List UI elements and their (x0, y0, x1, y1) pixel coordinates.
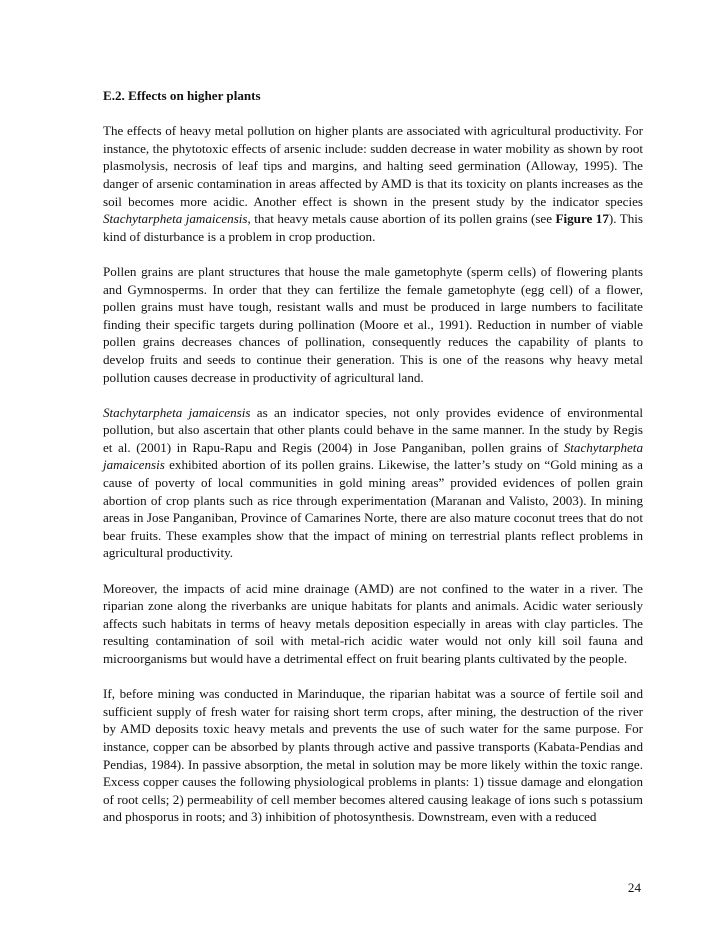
species-name: Stachytarpheta jamaicensis (103, 211, 248, 227)
paragraph-pollen: Pollen grains are plant structures that house the male gametophyte (sperm cells) of flowering plants and Gymnosperms. In order that they can fertilize the female gametophyte (egg cell) of a flower, pollen grains must have tough, resistant walls and must be produced in large numbers to facilitate finding their specific targets during pollination (Moore et al., 1991). Reduction in number of viable pollen grains decreases chances of pollination, consequently reduces the capability of plants to develop fruits and seeds to continue their generation. This is one of the reasons why heavy metal pollution causes decrease in productivity of agricultural land. (103, 263, 643, 385)
paragraph-amd: Moreover, the impacts of acid mine drainage (AMD) are not confined to the water in a river. The riparian zone along the riverbanks are unique habitats for plants and animals. Acidic water seriously affects such habitats in terms of heavy metals deposition especially in areas with clay particles. The resulting contamination of soil with metal-rich acidic water would not only kill soil fauna and microorganisms but would have a detrimental effect on fruit bearing plants cultivated by the people. (103, 580, 643, 666)
paragraph-text: as an indicator species, not only provides evidence of environmental pollution, but also ascertain that other plants could behave in the same manner. In the study by Regis et al. (2001) in Rapu-Rapu and Regis (2004) in Jose Panganiban, pollen grains of (103, 404, 643, 455)
paragraph-text: , that heavy metals cause abortion of its pollen grains (see (247, 211, 556, 227)
paragraph-effects (103, 122, 643, 245)
species-name: Stachytarpheta jamaicensis (103, 439, 643, 473)
page-body (103, 87, 643, 844)
page-number: 24 (627, 880, 641, 895)
species-name: Stachytarpheta jamaicensis (103, 404, 251, 420)
section-heading: E.2. Effects on higher plants (103, 88, 261, 103)
paragraph-text: exhibited abortion of its pollen grains. Likewise, the latter’s study on “Gold mining as a cause of poverty of local communities in gold mining areas” provided evidences of pollen grain abortion of crop plants such as rice through experimentation (Maranan and Valisto, 2003). In mining areas in Jose Panganiban, Province of Camarines Norte, there are also mature coconut trees that do not bear fruits. These examples show that the impact of mining on terrestrial plants reflect problems in agricultural productivity. (103, 457, 643, 561)
paragraph-riparian: If, before mining was conducted in Marinduque, the riparian habitat was a source of fertile soil and sufficient supply of fresh water for raising short term crops, after mining, the destruction of the river by AMD deposits toxic heavy metals and prevents the use of such water for the same purpose. For instance, copper can be absorbed by plants through active and passive transports (Kabata-Pendias and Pendias, 1984). In passive absorption, the metal in solution may be more likely within the toxic range. Excess copper causes the following physiological problems in plants: 1) tissue damage and elongation of root cells; 2) permeability of cell member becomes altered causing leakage of ions such s potassium and phosporus in roots; and 3) inhibition of photosynthesis. Downstream, even with a reduced (103, 686, 643, 825)
paragraph-text: ). This kind of disturbance is a problem in crop production. (103, 211, 644, 244)
paragraph-text: The effects of heavy metal pollution on higher plants are associated with agricultural productivity. For instance, the phytotoxic effects of arsenic include: sudden decrease in water mobility as shown by root plasmolysis, necrosis of leaf tips and margins, and halting seed germination (Alloway, 1995). The danger of arsenic contamination in areas affected by AMD is that its toxicity on plants increases as the soil becomes more acidic. Another effect is shown in the present study by the indicator species (103, 123, 643, 209)
paragraph-indicator-species (103, 404, 643, 562)
figure-reference: Figure 17 (555, 211, 609, 227)
